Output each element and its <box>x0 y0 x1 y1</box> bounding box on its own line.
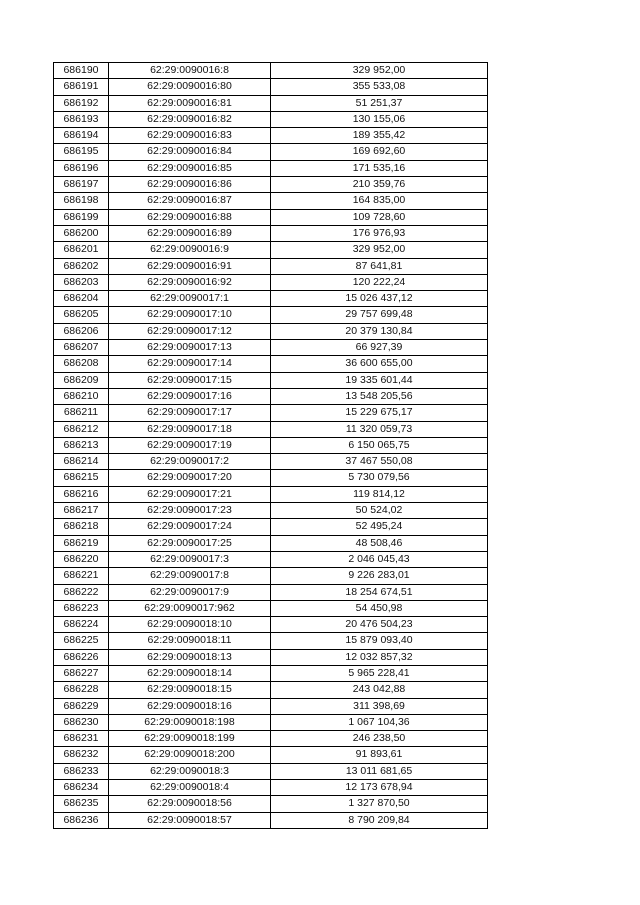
row-number-cell: 686222 <box>54 584 109 600</box>
table-row <box>54 812 488 828</box>
cadastral-value-cell: 87 641,81 <box>271 258 488 274</box>
table-row <box>54 731 488 747</box>
table-row <box>54 128 488 144</box>
cadastral-number-cell: 62:29:0090018:16 <box>109 698 271 714</box>
table-row <box>54 111 488 127</box>
row-number-cell: 686229 <box>54 698 109 714</box>
table-row <box>54 568 488 584</box>
table-row <box>54 372 488 388</box>
cadastral-value-cell: 329 952,00 <box>271 242 488 258</box>
cadastral-number-cell: 62:29:0090016:87 <box>109 193 271 209</box>
row-number-cell: 686196 <box>54 160 109 176</box>
cadastral-number-cell: 62:29:0090017:9 <box>109 584 271 600</box>
table-row <box>54 274 488 290</box>
row-number-cell: 686226 <box>54 649 109 665</box>
cadastral-number-cell: 62:29:0090016:85 <box>109 160 271 176</box>
cadastral-value-cell: 164 835,00 <box>271 193 488 209</box>
row-number-cell: 686235 <box>54 796 109 812</box>
table-row <box>54 633 488 649</box>
cadastral-value-cell: 210 359,76 <box>271 177 488 193</box>
row-number-cell: 686220 <box>54 551 109 567</box>
cadastral-number-cell: 62:29:0090018:13 <box>109 649 271 665</box>
table-row <box>54 698 488 714</box>
cadastral-value-cell: 9 226 283,01 <box>271 568 488 584</box>
table-row <box>54 535 488 551</box>
row-number-cell: 686217 <box>54 503 109 519</box>
cadastral-number-cell: 62:29:0090016:88 <box>109 209 271 225</box>
cadastral-value-cell: 91 893,61 <box>271 747 488 763</box>
table-row <box>54 307 488 323</box>
row-number-cell: 686198 <box>54 193 109 209</box>
cadastral-value-cell: 119 814,12 <box>271 486 488 502</box>
cadastral-value-cell: 171 535,16 <box>271 160 488 176</box>
cadastral-number-cell: 62:29:0090017:12 <box>109 323 271 339</box>
row-number-cell: 686201 <box>54 242 109 258</box>
cadastral-number-cell: 62:29:0090018:10 <box>109 617 271 633</box>
cadastral-value-cell: 15 229 675,17 <box>271 405 488 421</box>
table-row <box>54 665 488 681</box>
cadastral-value-cell: 37 467 550,08 <box>271 454 488 470</box>
cadastral-value-cell: 12 032 857,32 <box>271 649 488 665</box>
row-number-cell: 686214 <box>54 454 109 470</box>
table-row <box>54 323 488 339</box>
row-number-cell: 686199 <box>54 209 109 225</box>
cadastral-value-cell: 36 600 655,00 <box>271 356 488 372</box>
row-number-cell: 686208 <box>54 356 109 372</box>
table-row <box>54 519 488 535</box>
table-row <box>54 796 488 812</box>
row-number-cell: 686193 <box>54 111 109 127</box>
table-row <box>54 470 488 486</box>
row-number-cell: 686206 <box>54 323 109 339</box>
cadastral-value-cell: 243 042,88 <box>271 682 488 698</box>
cadastral-number-cell: 62:29:0090016:91 <box>109 258 271 274</box>
cadastral-number-cell: 62:29:0090016:83 <box>109 128 271 144</box>
cadastral-number-cell: 62:29:0090017:1 <box>109 291 271 307</box>
table-row <box>54 193 488 209</box>
cadastral-value-cell: 5 965 228,41 <box>271 665 488 681</box>
table-row <box>54 714 488 730</box>
cadastral-value-cell: 5 730 079,56 <box>271 470 488 486</box>
table-row <box>54 503 488 519</box>
table-row <box>54 486 488 502</box>
table-row <box>54 63 488 79</box>
table-row <box>54 437 488 453</box>
row-number-cell: 686232 <box>54 747 109 763</box>
table-row <box>54 291 488 307</box>
cadastral-number-cell: 62:29:0090017:3 <box>109 551 271 567</box>
row-number-cell: 686203 <box>54 274 109 290</box>
cadastral-value-cell: 66 927,39 <box>271 340 488 356</box>
cadastral-number-cell: 62:29:0090017:18 <box>109 421 271 437</box>
row-number-cell: 686215 <box>54 470 109 486</box>
cadastral-number-cell: 62:29:0090017:14 <box>109 356 271 372</box>
cadastral-value-cell: 11 320 059,73 <box>271 421 488 437</box>
row-number-cell: 686230 <box>54 714 109 730</box>
cadastral-number-cell: 62:29:0090018:198 <box>109 714 271 730</box>
cadastral-number-cell: 62:29:0090018:200 <box>109 747 271 763</box>
cadastral-number-cell: 62:29:0090018:14 <box>109 665 271 681</box>
cadastral-value-cell: 18 254 674,51 <box>271 584 488 600</box>
row-number-cell: 686218 <box>54 519 109 535</box>
cadastral-value-cell: 12 173 678,94 <box>271 780 488 796</box>
row-number-cell: 686211 <box>54 405 109 421</box>
cadastral-value-cell: 329 952,00 <box>271 63 488 79</box>
cadastral-number-cell: 62:29:0090016:9 <box>109 242 271 258</box>
cadastral-number-cell: 62:29:0090017:25 <box>109 535 271 551</box>
table-row <box>54 617 488 633</box>
cadastral-number-cell: 62:29:0090016:84 <box>109 144 271 160</box>
cadastral-number-cell: 62:29:0090018:56 <box>109 796 271 812</box>
table-row <box>54 242 488 258</box>
cadastral-number-cell: 62:29:0090017:19 <box>109 437 271 453</box>
row-number-cell: 686205 <box>54 307 109 323</box>
row-number-cell: 686192 <box>54 95 109 111</box>
row-number-cell: 686216 <box>54 486 109 502</box>
row-number-cell: 686236 <box>54 812 109 828</box>
row-number-cell: 686200 <box>54 225 109 241</box>
cadastral-value-cell: 109 728,60 <box>271 209 488 225</box>
table-row <box>54 747 488 763</box>
table-row <box>54 356 488 372</box>
table-row <box>54 340 488 356</box>
cadastral-number-cell: 62:29:0090018:57 <box>109 812 271 828</box>
cadastral-value-cell: 52 495,24 <box>271 519 488 535</box>
row-number-cell: 686213 <box>54 437 109 453</box>
cadastral-value-cell: 48 508,46 <box>271 535 488 551</box>
cadastral-value-cell: 13 011 681,65 <box>271 763 488 779</box>
row-number-cell: 686219 <box>54 535 109 551</box>
row-number-cell: 686202 <box>54 258 109 274</box>
table-row <box>54 763 488 779</box>
table-row <box>54 144 488 160</box>
cadastral-value-cell: 8 790 209,84 <box>271 812 488 828</box>
cadastral-value-cell: 1 327 870,50 <box>271 796 488 812</box>
cadastral-number-cell: 62:29:0090017:10 <box>109 307 271 323</box>
row-number-cell: 686234 <box>54 780 109 796</box>
cadastral-number-cell: 62:29:0090018:15 <box>109 682 271 698</box>
row-number-cell: 686225 <box>54 633 109 649</box>
row-number-cell: 686197 <box>54 177 109 193</box>
cadastral-value-cell: 189 355,42 <box>271 128 488 144</box>
cadastral-number-cell: 62:29:0090017:962 <box>109 600 271 616</box>
row-number-cell: 686190 <box>54 63 109 79</box>
cadastral-number-cell: 62:29:0090018:3 <box>109 763 271 779</box>
cadastral-value-cell: 355 533,08 <box>271 79 488 95</box>
cadastral-value-cell: 176 976,93 <box>271 225 488 241</box>
cadastral-value-cell: 130 155,06 <box>271 111 488 127</box>
table-row <box>54 160 488 176</box>
cadastral-number-cell: 62:29:0090017:23 <box>109 503 271 519</box>
row-number-cell: 686212 <box>54 421 109 437</box>
cadastral-number-cell: 62:29:0090017:15 <box>109 372 271 388</box>
row-number-cell: 686224 <box>54 617 109 633</box>
table-row <box>54 600 488 616</box>
table-row <box>54 584 488 600</box>
row-number-cell: 686191 <box>54 79 109 95</box>
cadastral-value-cell: 120 222,24 <box>271 274 488 290</box>
cadastral-number-cell: 62:29:0090017:13 <box>109 340 271 356</box>
row-number-cell: 686223 <box>54 600 109 616</box>
cadastral-value-cell: 15 879 093,40 <box>271 633 488 649</box>
cadastral-value-cell: 19 335 601,44 <box>271 372 488 388</box>
table-row <box>54 454 488 470</box>
table-row <box>54 551 488 567</box>
cadastral-value-cell: 6 150 065,75 <box>271 437 488 453</box>
table-row <box>54 258 488 274</box>
table-row <box>54 209 488 225</box>
cadastral-number-cell: 62:29:0090018:4 <box>109 780 271 796</box>
cadastral-value-cell: 20 379 130,84 <box>271 323 488 339</box>
cadastral-value-cell: 54 450,98 <box>271 600 488 616</box>
row-number-cell: 686227 <box>54 665 109 681</box>
cadastral-number-cell: 62:29:0090016:82 <box>109 111 271 127</box>
cadastral-value-cell: 51 251,37 <box>271 95 488 111</box>
table-row <box>54 79 488 95</box>
cadastral-value-cell: 29 757 699,48 <box>271 307 488 323</box>
table-row <box>54 649 488 665</box>
table-row <box>54 177 488 193</box>
row-number-cell: 686207 <box>54 340 109 356</box>
cadastral-value-table <box>53 62 488 829</box>
cadastral-value-cell: 13 548 205,56 <box>271 388 488 404</box>
cadastral-number-cell: 62:29:0090018:11 <box>109 633 271 649</box>
row-number-cell: 686231 <box>54 731 109 747</box>
cadastral-value-cell: 20 476 504,23 <box>271 617 488 633</box>
cadastral-value-cell: 15 026 437,12 <box>271 291 488 307</box>
cadastral-number-cell: 62:29:0090016:89 <box>109 225 271 241</box>
cadastral-value-cell: 2 046 045,43 <box>271 551 488 567</box>
table-body <box>54 63 488 829</box>
table-row <box>54 682 488 698</box>
cadastral-number-cell: 62:29:0090017:8 <box>109 568 271 584</box>
row-number-cell: 686233 <box>54 763 109 779</box>
cadastral-number-cell: 62:29:0090017:20 <box>109 470 271 486</box>
cadastral-number-cell: 62:29:0090016:86 <box>109 177 271 193</box>
cadastral-value-cell: 246 238,50 <box>271 731 488 747</box>
cadastral-number-cell: 62:29:0090017:24 <box>109 519 271 535</box>
cadastral-number-cell: 62:29:0090017:16 <box>109 388 271 404</box>
cadastral-number-cell: 62:29:0090017:21 <box>109 486 271 502</box>
cadastral-number-cell: 62:29:0090016:8 <box>109 63 271 79</box>
table-row <box>54 421 488 437</box>
table-row <box>54 225 488 241</box>
table-row <box>54 95 488 111</box>
table-row <box>54 780 488 796</box>
row-number-cell: 686204 <box>54 291 109 307</box>
row-number-cell: 686228 <box>54 682 109 698</box>
cadastral-number-cell: 62:29:0090017:2 <box>109 454 271 470</box>
cadastral-value-cell: 1 067 104,36 <box>271 714 488 730</box>
row-number-cell: 686195 <box>54 144 109 160</box>
row-number-cell: 686221 <box>54 568 109 584</box>
table-row <box>54 405 488 421</box>
table-row <box>54 388 488 404</box>
cadastral-number-cell: 62:29:0090018:199 <box>109 731 271 747</box>
cadastral-value-cell: 311 398,69 <box>271 698 488 714</box>
cadastral-value-cell: 169 692,60 <box>271 144 488 160</box>
row-number-cell: 686194 <box>54 128 109 144</box>
row-number-cell: 686210 <box>54 388 109 404</box>
cadastral-number-cell: 62:29:0090016:81 <box>109 95 271 111</box>
row-number-cell: 686209 <box>54 372 109 388</box>
cadastral-number-cell: 62:29:0090016:80 <box>109 79 271 95</box>
cadastral-number-cell: 62:29:0090016:92 <box>109 274 271 290</box>
cadastral-number-cell: 62:29:0090017:17 <box>109 405 271 421</box>
cadastral-value-cell: 50 524,02 <box>271 503 488 519</box>
